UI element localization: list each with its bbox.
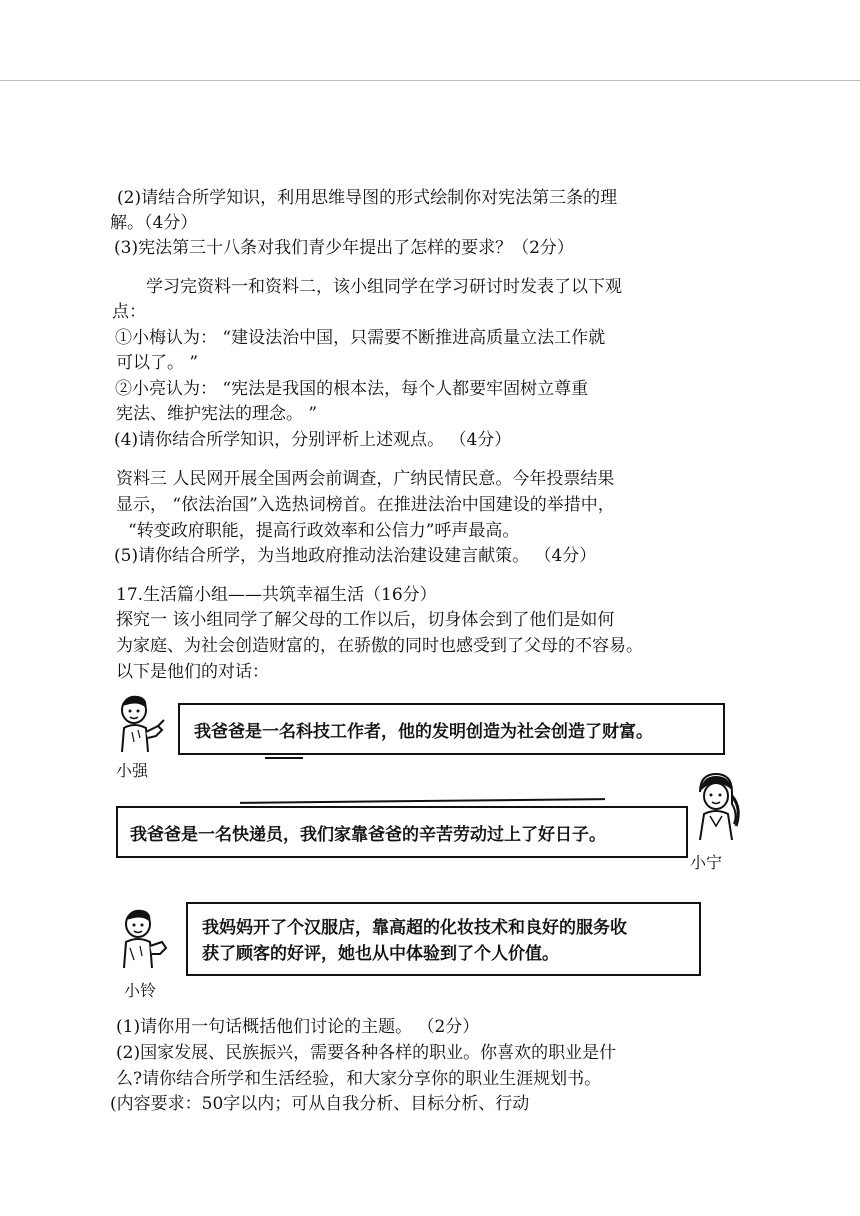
speech-bubble-xiaoqiang xyxy=(178,703,725,755)
view-xiaomei-line2: 可以了。 ” xyxy=(116,353,199,373)
intro-line1: 学习完资料一和资料二，该小组同学在学习研讨时发表了以下观 xyxy=(146,277,622,297)
speech-xiaoling-line1: 我妈妈开了个汉服店，靠高超的化妆技术和良好的服务收 xyxy=(202,918,627,938)
speech-bubble-xiaoling xyxy=(186,902,701,976)
sub-question-2-line3: (内容要求：50字以内；可从自我分析、目标分析、行动 xyxy=(110,1094,530,1114)
material-3-line3: “转变政府职能，提高行政效率和公信力”呼声最高。 xyxy=(128,521,520,541)
sub-question-2-line2: 么?请你结合所学和生活经验，和大家分享你的职业生涯规划书。 xyxy=(116,1069,602,1089)
speech-xiaoning: 我爸爸是一名快递员，我们家靠爸爸的辛苦劳动过上了好日子。 xyxy=(130,825,606,845)
boy-xiaoqiang-illustration xyxy=(112,692,168,754)
name-xiaoqiang: 小强 xyxy=(116,761,149,780)
exploration-1-line3: 以下是他们的对话： xyxy=(116,662,269,682)
material-3-line2: 显示， “依法治国”入选热词榜首。在推进法治中国建设的举措中， xyxy=(116,495,615,515)
decorative-stroke xyxy=(265,757,303,759)
speech-xiaoling-line2: 获了顾客的好评，她也从中体验到了个人价值。 xyxy=(202,944,559,964)
decorative-stroke xyxy=(240,798,605,804)
page-top-rule xyxy=(0,80,860,81)
girl-xiaoning-illustration xyxy=(688,770,744,842)
question-5: (5)请你结合所学，为当地政府推动法治建设建言献策。 （4分） xyxy=(114,546,597,566)
question-4: (4)请你结合所学知识，分别评析上述观点。 （4分） xyxy=(114,430,512,450)
question-3: (3)宪法第三十八条对我们青少年提出了怎样的要求？（2分） xyxy=(114,238,574,258)
speech-bubble-xiaoning xyxy=(116,806,688,858)
name-xiaoling: 小铃 xyxy=(124,981,157,1000)
view-xiaoliang-line2: 宪法、维护宪法的理念。 ” xyxy=(116,404,318,424)
exploration-1-line2: 为家庭、为社会创造财富的，在骄傲的同时也感受到了父母的不容易。 xyxy=(116,636,643,656)
name-xiaoning: 小宁 xyxy=(690,853,723,872)
material-3-line1: 资料三 人民网开展全国两会前调查，广纳民情民意。今年投票结果 xyxy=(116,469,615,489)
question-17-title: 17.生活篇小组——共筑幸福生活（16分） xyxy=(116,585,437,605)
speech-xiaoqiang: 我爸爸是一名科技工作者，他的发明创造为社会创造了财富。 xyxy=(194,722,653,742)
exploration-1-line1: 探究一 该小组同学了解父母的工作以后，切身体会到了他们是如何 xyxy=(116,610,615,630)
view-xiaoliang-line1: ②小亮认为： “宪法是我国的根本法，每个人都要牢固树立尊重 xyxy=(115,379,589,399)
sub-question-1: (1)请你用一句话概括他们讨论的主题。 （2分） xyxy=(116,1017,480,1037)
intro-line2: 点： xyxy=(112,302,146,322)
boy-xiaoling-illustration xyxy=(116,906,172,970)
sub-question-2-line1: (2)国家发展、民族振兴，需要各种各样的职业。你喜欢的职业是什 xyxy=(116,1043,617,1063)
view-xiaomei-line1: ①小梅认为： “建设法治中国，只需要不断推进高质量立法工作就 xyxy=(115,328,606,348)
question-2-line1: (2)请结合所学知识，利用思维导图的形式绘制你对宪法第三条的理 xyxy=(117,188,618,208)
question-2-line2: 解。（4分） xyxy=(110,213,198,233)
